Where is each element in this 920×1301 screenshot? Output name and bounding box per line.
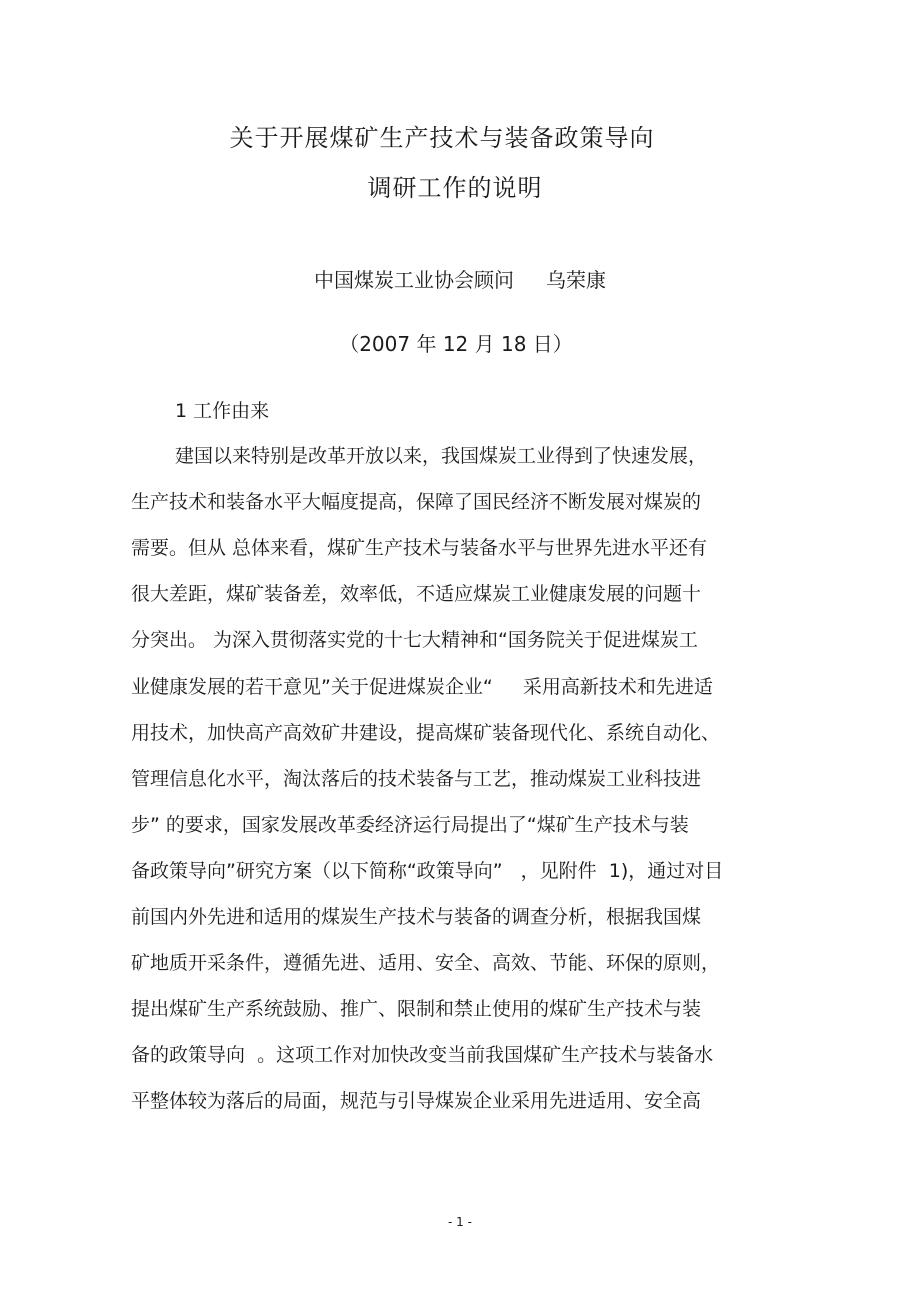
body-line: 生产技术和装备水平大幅度提高，保障了国民经济不断发展对煤炭的	[131, 491, 702, 513]
section-heading: 1 工作由来	[175, 400, 270, 422]
body-line: 很大差距，煤矿装备差，效率低，不适应煤炭工业健康发展的问题十	[131, 583, 702, 605]
document-title-line-1: 关于开展煤矿生产技术与装备政策导向	[229, 124, 655, 152]
document-title-line-2: 调研工作的说明	[367, 174, 543, 202]
author-line	[0, 266, 920, 294]
body-line: 需要。但从 总体来看，煤矿生产技术与装备水平与世界先进水平还有	[131, 537, 708, 559]
author-name: 乌荣康	[546, 268, 606, 292]
body-line: 提出煤矿生产系统鼓励、推广、限制和禁止使用的煤矿生产技术与装	[131, 998, 702, 1020]
body-line: 分突出。 为深入贯彻落实党的十七大精神和“国务院关于促进煤炭工	[131, 629, 698, 651]
body-line: 备政策导向”研究方案（以下简称“政策导向” ，见附件 1)，通过对目	[131, 860, 724, 882]
author-organization: 中国煤炭工业协会顾问	[314, 268, 514, 292]
body-line: 矿地质开采条件，遵循先进、适用、安全、高效、节能、环保的原则，	[131, 952, 721, 974]
document-date: （2007 年 12 月 18 日）	[339, 332, 573, 356]
page-number: - 1 -	[448, 1215, 472, 1229]
body-line: 备的政策导向 。这项工作对加快改变当前我国煤矿生产技术与装备水	[131, 1044, 714, 1066]
body-line: 平整体较为落后的局面，规范与引导煤炭企业采用先进适用、安全高	[131, 1090, 702, 1112]
body-line: 用技术，加快高产高效矿井建设，提高煤矿装备现代化、系统自动化、	[131, 722, 721, 744]
body-line: 建国以来特别是改革开放以来，我国煤炭工业得到了快速发展，	[175, 445, 708, 467]
body-line: 前国内外先进和适用的煤炭生产技术与装备的调查分析，根据我国煤	[131, 906, 702, 928]
body-line: 管理信息化水平，淘汰落后的技术装备与工艺，推动煤炭工业科技进	[131, 768, 702, 790]
body-line: 步” 的要求，国家发展改革委经济运行局提出了“煤矿生产技术与装	[131, 814, 689, 836]
body-line: 业健康发展的若干意见”关于促进煤炭企业“ 采用高新技术和先进适	[131, 676, 713, 698]
